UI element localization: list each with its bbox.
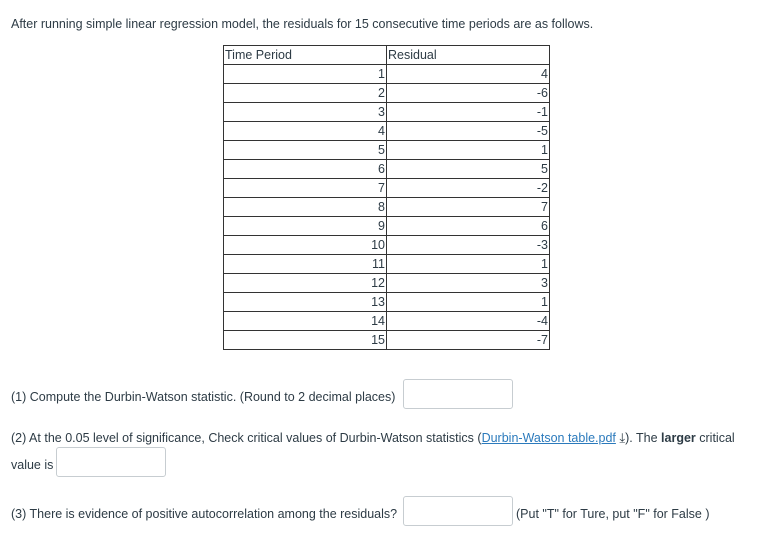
autocorrelation-input[interactable] bbox=[403, 496, 513, 526]
residual-cell: 4 bbox=[387, 65, 550, 84]
time-period-cell: 6 bbox=[224, 160, 387, 179]
residuals-table bbox=[223, 45, 550, 350]
time-period-cell: 7 bbox=[224, 179, 387, 198]
time-period-cell: 11 bbox=[224, 255, 387, 274]
table-row bbox=[224, 331, 550, 350]
time-period-cell: 1 bbox=[224, 65, 387, 84]
question-1-text: (1) Compute the Durbin-Watson statistic. (Round to 2 decimal places) bbox=[11, 390, 396, 404]
table-row bbox=[224, 141, 550, 160]
critical-value-input[interactable] bbox=[56, 447, 166, 477]
question-3-hint: (Put "T" for Ture, put "F" for False ) bbox=[516, 507, 710, 521]
durbin-watson-table-link[interactable]: Durbin-Watson table.pdf bbox=[481, 431, 616, 445]
question-2-text-after: ). The bbox=[625, 431, 662, 445]
time-period-cell: 3 bbox=[224, 103, 387, 122]
download-arrow-icon[interactable]: ⤓ bbox=[619, 430, 626, 445]
time-period-cell: 4 bbox=[224, 122, 387, 141]
residual-cell: 5 bbox=[387, 160, 550, 179]
time-period-cell: 9 bbox=[224, 217, 387, 236]
table-row bbox=[224, 84, 550, 103]
time-period-cell: 8 bbox=[224, 198, 387, 217]
residual-cell: -2 bbox=[387, 179, 550, 198]
residual-cell: -7 bbox=[387, 331, 550, 350]
table-row bbox=[224, 198, 550, 217]
question-1 bbox=[11, 390, 395, 404]
time-period-cell: 13 bbox=[224, 293, 387, 312]
table-row bbox=[224, 65, 550, 84]
residual-cell: -1 bbox=[387, 103, 550, 122]
question-2-bold: larger bbox=[661, 431, 696, 445]
residual-cell: 1 bbox=[387, 255, 550, 274]
question-2 bbox=[11, 430, 759, 446]
table-row bbox=[224, 217, 550, 236]
time-period-cell: 12 bbox=[224, 274, 387, 293]
residual-cell: 1 bbox=[387, 293, 550, 312]
table-header-row bbox=[224, 46, 550, 65]
question-3: (3) There is evidence of positive autocorrelation among the residuals? bbox=[11, 507, 398, 521]
residual-cell: -5 bbox=[387, 122, 550, 141]
table-row bbox=[224, 312, 550, 331]
table-row bbox=[224, 274, 550, 293]
header-time-period: Time Period bbox=[224, 46, 387, 65]
time-period-cell: 14 bbox=[224, 312, 387, 331]
table-row bbox=[224, 236, 550, 255]
header-residual: Residual bbox=[387, 46, 550, 65]
question-2-text: (2) At the 0.05 level of significance, Check critical values of Durbin-Watson statistics ( bbox=[11, 431, 482, 445]
table-row bbox=[224, 293, 550, 312]
question-2-text-end: critical bbox=[695, 431, 735, 445]
residual-cell: 1 bbox=[387, 141, 550, 160]
time-period-cell: 10 bbox=[224, 236, 387, 255]
residual-cell: -6 bbox=[387, 84, 550, 103]
residual-cell: 3 bbox=[387, 274, 550, 293]
time-period-cell: 5 bbox=[224, 141, 387, 160]
residual-cell: 6 bbox=[387, 217, 550, 236]
time-period-cell: 15 bbox=[224, 331, 387, 350]
table-row bbox=[224, 255, 550, 274]
table-row bbox=[224, 160, 550, 179]
time-period-cell: 2 bbox=[224, 84, 387, 103]
dw-statistic-input[interactable] bbox=[403, 379, 513, 409]
residual-cell: 7 bbox=[387, 198, 550, 217]
table-row bbox=[224, 103, 550, 122]
residual-cell: -4 bbox=[387, 312, 550, 331]
table-row bbox=[224, 179, 550, 198]
table-row bbox=[224, 122, 550, 141]
question-2-line2: value is bbox=[11, 458, 54, 472]
question-intro: After running simple linear regression model, the residuals for 15 consecutive time periods are as follows. bbox=[11, 17, 594, 31]
residual-cell: -3 bbox=[387, 236, 550, 255]
